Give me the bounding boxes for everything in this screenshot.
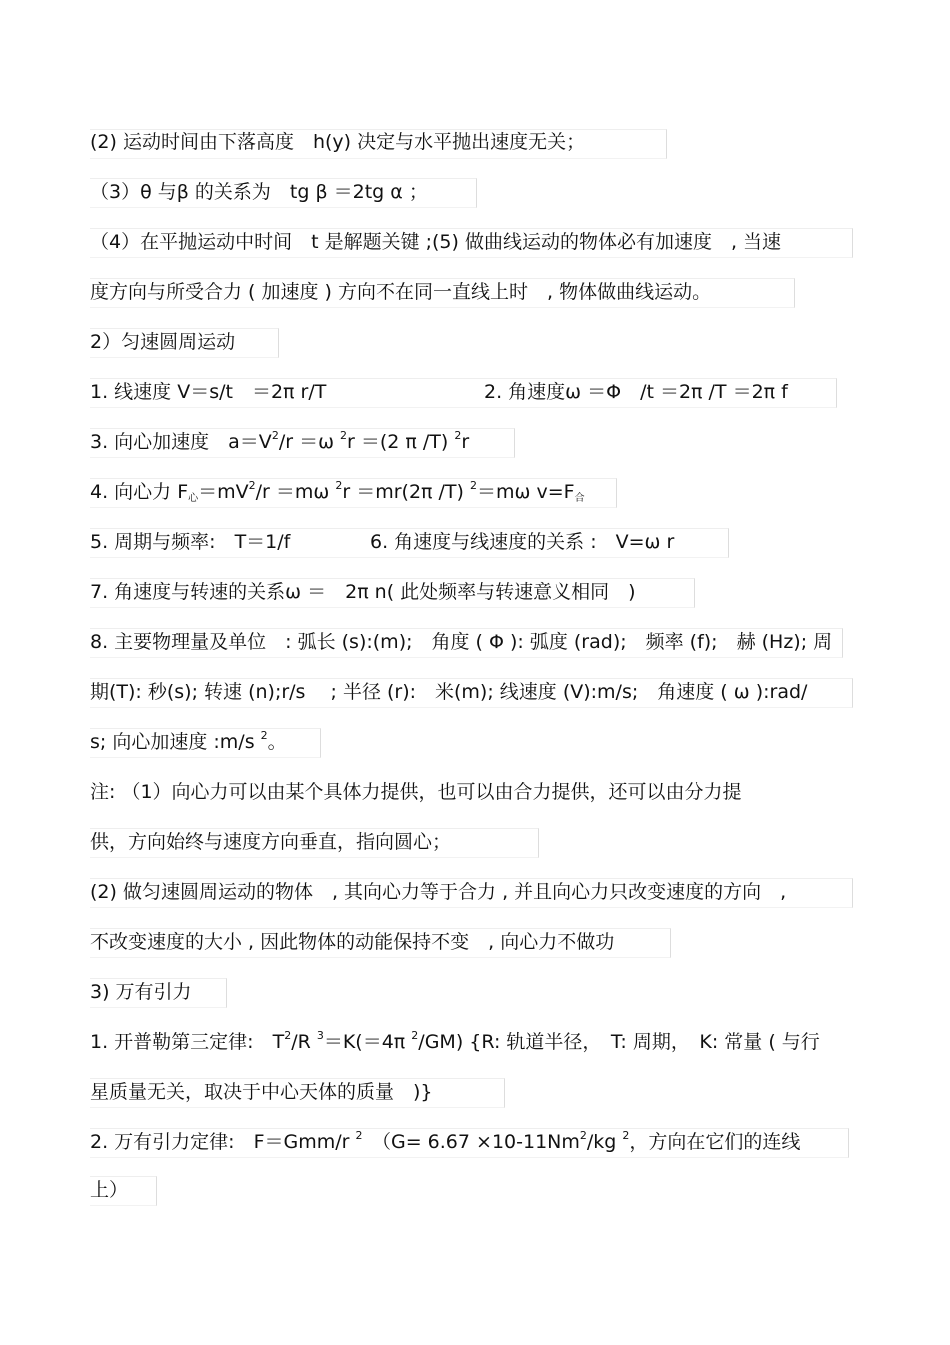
- text-line: 期(T): 秒(s); 转速 (n);r/s ; 半径 (r): 米(m); 线速度 (V):m/s; 角速度 ( ω ):rad/: [90, 681, 808, 703]
- formula-kepler-third-law: 1. 开普勒第三定律: $T^2/R$ $^3$＝K(＝4π $^2$/GM) {R: 轨道半径， T: 周期， K: 常量 ( 与行: [90, 1029, 820, 1053]
- section-heading: 3) 万有引力: [90, 981, 192, 1003]
- text-line: 上）: [90, 1179, 129, 1201]
- formula-velocity-relation: 6. 角速度与线速度的关系 : V=ω r: [370, 531, 675, 553]
- text-line: (2) 运动时间由下落高度 h(y) 决定与水平抛出速度无关；: [90, 131, 586, 153]
- text-line: (2) 做匀速圆周运动的物体 , 其向心力等于合力 , 并且向心力只改变速度的方向 ,: [90, 881, 787, 903]
- text-line: 度方向与所受合力 ( 加速度 ) 方向不在同一直线上时 , 物体做曲线运动。: [90, 281, 712, 303]
- formula-gravitation-law: 2. 万有引力定律: F＝Gmm/r $^2$ （$G= 6.67 \times 10-11Nm^2/kg$ $^2$，方向在它们的连线: [90, 1129, 801, 1153]
- text-line: （3）θ 与β 的关系为 tg β ＝2tg α ；: [90, 181, 428, 203]
- formula-centripetal-acceleration: 3. 向心加速度 $a=V^2/r =\omega$ $^2$r ＝(2 π /T) $^2$r: [90, 429, 470, 453]
- note-line: 供，方向始终与速度方向垂直，指向圆心；: [90, 831, 452, 853]
- text-line: 星质量无关，取决于中心天体的质量 )}: [90, 1081, 433, 1103]
- formula-period: 5. 周期与频率: T＝1/f: [90, 531, 291, 553]
- text-line: s; 向心加速度 :m/s $^2$。: [90, 729, 287, 753]
- text-line: 8. 主要物理量及单位 : 弧长 (s):(m); 角度 ( Φ ): 弧度 (rad); 频率 (f); 赫 (Hz); 周: [90, 631, 833, 653]
- note-line: 注: （1）向心力可以由某个具体力提供，也可以由合力提供，还可以由分力提: [90, 781, 742, 803]
- formula-centripetal-force: 4. 向心力 F心$=mV^2/r =m\omega$ $^2$r ＝mr(2π /T) $^2$＝mω v=F合: [90, 479, 585, 504]
- formula-angular-velocity: 2. 角速度ω ＝Φ /t ＝2π /T ＝2π f: [484, 381, 788, 403]
- formula-linear-velocity: 1. 线速度 V＝s/t ＝2π r/T: [90, 381, 327, 403]
- text-line: 7. 角速度与转速的关系ω ＝ 2π n( 此处频率与转速意义相同 ): [90, 581, 636, 603]
- text-line: 不改变速度的大小 , 因此物体的动能保持不变 , 向心力不做功: [90, 931, 615, 953]
- section-heading: 2）匀速圆周运动: [90, 331, 236, 353]
- text-line: （4）在平抛运动中时间 t 是解题关键 ;(5) 做曲线运动的物体必有加速度 , 当速: [90, 231, 782, 253]
